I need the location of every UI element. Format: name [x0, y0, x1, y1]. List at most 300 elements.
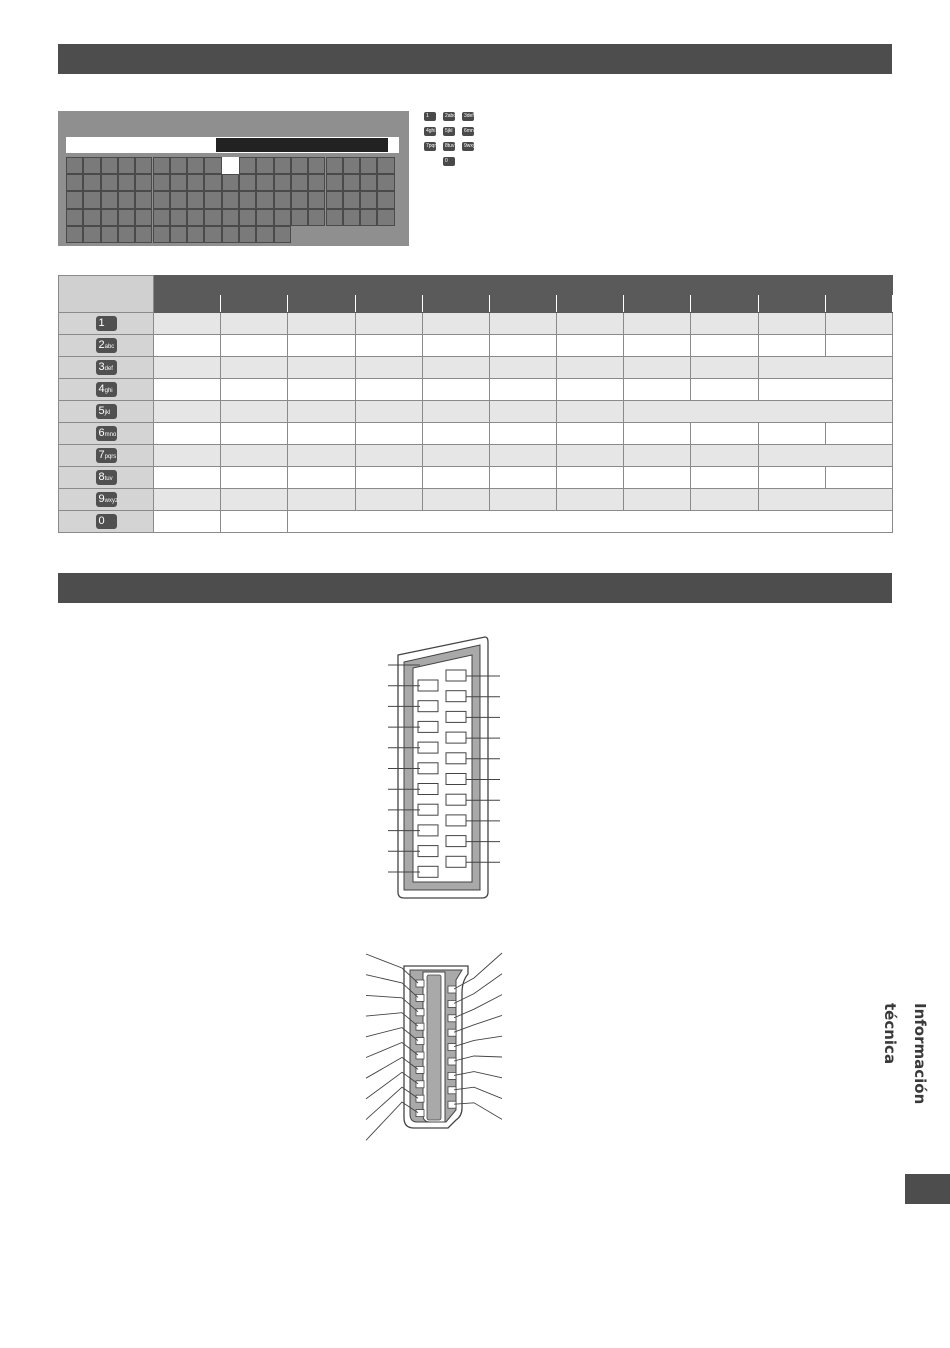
table-cell-merged	[758, 379, 892, 401]
table-cell	[221, 467, 288, 489]
keyboard-key[interactable]	[83, 191, 100, 208]
keypad-key-letters: pqrs	[104, 453, 117, 460]
table-cell	[825, 467, 892, 489]
table-cell	[355, 423, 422, 445]
keypad-key-letters: abc	[104, 343, 115, 350]
table-cell	[422, 357, 489, 379]
hdmi-pin	[416, 1052, 424, 1059]
table-cell	[624, 357, 691, 379]
keyboard-key[interactable]	[360, 191, 377, 208]
keyboard-key[interactable]	[170, 157, 187, 174]
table-cell	[355, 445, 422, 467]
table-cell	[154, 313, 221, 335]
table-cell	[557, 379, 624, 401]
table-cell	[489, 357, 556, 379]
keyboard-key[interactable]	[343, 157, 360, 174]
keypad-key-0	[443, 157, 455, 166]
keypad-key-digit: 4	[426, 128, 429, 134]
hdmi-pin	[448, 1058, 456, 1065]
keyboard-key[interactable]	[135, 226, 152, 243]
keyboard-key[interactable]	[118, 191, 135, 208]
table-cell	[288, 357, 355, 379]
table-row	[59, 423, 893, 445]
hdmi-pin	[448, 1044, 456, 1051]
keyboard-key[interactable]	[377, 157, 394, 174]
keyboard-key[interactable]	[326, 157, 343, 174]
keyboard-key[interactable]	[256, 157, 273, 174]
keypad-key-letters: abc	[447, 113, 456, 119]
keypad-key-3	[462, 112, 474, 121]
keyboard-key[interactable]	[256, 209, 273, 226]
table-cell	[691, 489, 758, 511]
keyboard-key[interactable]	[256, 191, 273, 208]
table-row-key	[59, 489, 154, 511]
table-cell	[221, 379, 288, 401]
keyboard-key[interactable]	[83, 174, 100, 191]
scart-pin	[446, 732, 466, 743]
table-cell	[557, 489, 624, 511]
table-cell	[221, 489, 288, 511]
table-cell	[221, 423, 288, 445]
keyboard-key[interactable]	[274, 226, 291, 243]
hdmi-pin	[416, 1095, 424, 1102]
table-cell	[288, 401, 355, 423]
table-cell	[422, 445, 489, 467]
table-cell	[154, 423, 221, 445]
keypad-key-letters: jkl	[104, 409, 111, 416]
table-row-key	[59, 467, 154, 489]
scart-pin	[418, 846, 438, 857]
keypad-key-digit: 6	[464, 128, 467, 134]
table-row-key	[59, 423, 154, 445]
keypad-key-digit: 5	[445, 128, 448, 134]
hdmi-pin	[416, 1023, 424, 1030]
table-cell	[154, 445, 221, 467]
table-column-header	[825, 295, 892, 313]
keyboard-key[interactable]	[170, 191, 187, 208]
keyboard-key[interactable]	[101, 191, 118, 208]
table-corner-header	[59, 276, 154, 313]
table-cell	[489, 313, 556, 335]
keyboard-key[interactable]	[204, 191, 221, 208]
hdmi-pin	[416, 994, 424, 1001]
keypad-key-digit: 9	[98, 492, 105, 505]
table-cell	[288, 489, 355, 511]
keyboard-key[interactable]	[187, 191, 204, 208]
keyboard-key[interactable]	[239, 226, 256, 243]
keyboard-key[interactable]	[239, 174, 256, 191]
keyboard-key[interactable]	[187, 157, 204, 174]
keyboard-key[interactable]	[83, 226, 100, 243]
keyboard-key[interactable]	[274, 209, 291, 226]
keyboard-key[interactable]	[118, 226, 135, 243]
keyboard-key[interactable]	[66, 209, 83, 226]
table-column-header	[691, 295, 758, 313]
keyboard-key[interactable]	[66, 174, 83, 191]
scart-pin	[418, 825, 438, 836]
keyboard-key[interactable]	[170, 174, 187, 191]
table-row	[59, 357, 893, 379]
keypad-key-digit: 3	[98, 360, 105, 373]
keypad-key-letters: tuv	[447, 143, 455, 149]
table-cell	[825, 335, 892, 357]
keyboard-key[interactable]	[222, 209, 239, 226]
keyboard-key[interactable]	[66, 191, 83, 208]
keyboard-key[interactable]	[153, 157, 170, 174]
keyboard-key[interactable]	[204, 157, 221, 174]
table-row	[59, 489, 893, 511]
keyboard-key[interactable]	[187, 209, 204, 226]
table-cell	[154, 511, 221, 533]
table-cell	[557, 401, 624, 423]
hdmi-pin	[448, 1000, 456, 1007]
keyboard-key[interactable]	[153, 226, 170, 243]
table-cell	[154, 357, 221, 379]
keyboard-key[interactable]	[153, 209, 170, 226]
keyboard-key[interactable]	[118, 174, 135, 191]
keyboard-key[interactable]	[135, 191, 152, 208]
keyboard-key[interactable]	[135, 174, 152, 191]
keyboard-key[interactable]	[308, 209, 325, 226]
table-row-key	[59, 401, 154, 423]
table-cell	[489, 467, 556, 489]
keypad-key-6	[462, 127, 477, 136]
table-cell	[355, 489, 422, 511]
keypad-key-letters: mno	[466, 128, 477, 134]
hdmi-pin	[416, 1066, 424, 1073]
table-cell	[691, 445, 758, 467]
text-input-highlight	[216, 138, 388, 152]
keyboard-key[interactable]	[222, 226, 239, 243]
keyboard-key[interactable]	[343, 191, 360, 208]
keyboard-key[interactable]	[101, 209, 118, 226]
keyboard-key[interactable]	[204, 226, 221, 243]
table-cell	[154, 335, 221, 357]
table-cell	[557, 445, 624, 467]
on-screen-keyboard	[58, 111, 409, 246]
table-cell	[624, 335, 691, 357]
hdmi-pin	[448, 1072, 456, 1079]
keypad-key-digit: 9	[464, 143, 467, 149]
table-row-key	[59, 335, 154, 357]
keyboard-key[interactable]	[274, 157, 291, 174]
keyboard-key[interactable]	[222, 174, 239, 191]
keyboard-key[interactable]	[360, 174, 377, 191]
keyboard-key[interactable]	[222, 191, 239, 208]
table-column-headers	[59, 295, 893, 313]
keypad-key-digit: 1	[98, 316, 105, 329]
table-row	[59, 401, 893, 423]
keyboard-key[interactable]	[360, 157, 377, 174]
keyboard-key[interactable]	[291, 157, 308, 174]
hdmi-pin	[416, 1081, 424, 1088]
table-cell	[624, 445, 691, 467]
table-cell	[154, 467, 221, 489]
scart-pin	[418, 804, 438, 815]
table-cell	[422, 423, 489, 445]
keypad-key-digit: 1	[426, 113, 429, 119]
keyboard-key[interactable]	[83, 157, 100, 174]
hdmi-pin	[448, 986, 456, 993]
table-cell	[288, 467, 355, 489]
keypad-key-letters: tuv	[104, 475, 113, 482]
keyboard-key[interactable]	[101, 226, 118, 243]
keyboard-key[interactable]	[291, 174, 308, 191]
table-cell	[355, 379, 422, 401]
table-cell	[422, 401, 489, 423]
table-cell	[691, 335, 758, 357]
keypad-key-8	[96, 470, 117, 485]
table-cell	[288, 445, 355, 467]
keypad-key-0	[96, 514, 117, 529]
table-column-header	[624, 295, 691, 313]
keypad-key-5	[96, 404, 117, 419]
table-cell	[221, 445, 288, 467]
keyboard-key[interactable]	[343, 209, 360, 226]
keyboard-key[interactable]	[187, 226, 204, 243]
keyboard-key[interactable]	[308, 174, 325, 191]
keyboard-key[interactable]	[308, 157, 325, 174]
table-cell	[221, 335, 288, 357]
keypad-key-digit: 8	[98, 470, 105, 483]
keyboard-key[interactable]	[101, 157, 118, 174]
keyboard-key-selected[interactable]	[222, 157, 239, 174]
table-cell-merged	[758, 445, 892, 467]
table-cell-merged	[288, 511, 893, 533]
keyboard-key[interactable]	[256, 226, 273, 243]
table-cell	[355, 467, 422, 489]
scart-pin	[418, 866, 438, 877]
keyboard-key[interactable]	[101, 174, 118, 191]
keyboard-key[interactable]	[239, 191, 256, 208]
table-column-header	[288, 295, 355, 313]
keypad-key-letters: wxyz	[104, 497, 118, 504]
table-row	[59, 379, 893, 401]
table-cell	[489, 379, 556, 401]
keypad-key-2	[443, 112, 455, 121]
table-cell	[489, 335, 556, 357]
keyboard-key[interactable]	[377, 191, 394, 208]
scart-pin	[418, 721, 438, 732]
keypad-key-letters: jkl	[447, 128, 453, 134]
table-cell	[355, 401, 422, 423]
table-row-key	[59, 313, 154, 335]
keypad-key-letters: def	[466, 113, 474, 119]
keyboard-key[interactable]	[204, 174, 221, 191]
table-column-header	[355, 295, 422, 313]
scart-pin	[446, 836, 466, 847]
keypad-key-8	[443, 142, 455, 151]
hdmi-pin	[448, 1015, 456, 1022]
keypad-key-letters: ghi	[104, 387, 113, 394]
keypad-key-digit: 2	[445, 113, 448, 119]
hdmi-pin	[416, 980, 424, 987]
table-cell	[758, 467, 825, 489]
keypad-key-1	[424, 112, 436, 121]
table-cell	[691, 313, 758, 335]
table-cell	[422, 467, 489, 489]
keyboard-key[interactable]	[326, 191, 343, 208]
section-header-bar-top	[58, 44, 892, 74]
keyboard-key[interactable]	[291, 209, 308, 226]
keyboard-key[interactable]	[326, 174, 343, 191]
keyboard-key[interactable]	[204, 209, 221, 226]
hdmi-pin	[416, 1009, 424, 1016]
table-column-header	[489, 295, 556, 313]
table-cell-merged	[758, 489, 892, 511]
side-section-label-text: Información técnica	[881, 1003, 929, 1105]
keypad-key-7	[424, 142, 439, 151]
keyboard-key[interactable]	[239, 209, 256, 226]
table-cell	[154, 489, 221, 511]
keypad-key-digit: 2	[98, 338, 105, 351]
keyboard-key[interactable]	[135, 209, 152, 226]
character-table	[58, 275, 893, 533]
table-cell	[691, 357, 758, 379]
scart-pin	[446, 856, 466, 867]
keypad-key-digit: 7	[426, 143, 429, 149]
table-cell	[758, 423, 825, 445]
table-row	[59, 511, 893, 533]
keypad-key-5	[443, 127, 455, 136]
table-cell	[288, 379, 355, 401]
keyboard-key[interactable]	[256, 174, 273, 191]
keypad-key-letters: def	[104, 365, 113, 372]
table-row-key	[59, 511, 154, 533]
table-cell-merged	[624, 401, 893, 423]
keypad-key-digit: 3	[464, 113, 467, 119]
keypad-key-4	[424, 127, 436, 136]
table-cell-merged	[758, 357, 892, 379]
table-cell	[489, 401, 556, 423]
table-cell	[422, 489, 489, 511]
table-cell	[489, 445, 556, 467]
keyboard-key[interactable]	[170, 226, 187, 243]
table-cell	[221, 401, 288, 423]
keyboard-key[interactable]	[377, 174, 394, 191]
keypad-key-digit: 4	[98, 382, 105, 395]
table-row-key	[59, 379, 154, 401]
keyboard-key[interactable]	[135, 157, 152, 174]
table-cell	[557, 335, 624, 357]
keyboard-key[interactable]	[170, 209, 187, 226]
keyboard-key[interactable]	[66, 157, 83, 174]
hdmi-pin	[448, 1087, 456, 1094]
keyboard-key[interactable]	[377, 209, 394, 226]
scart-pin	[446, 711, 466, 722]
keyboard-key[interactable]	[153, 174, 170, 191]
table-cell	[422, 335, 489, 357]
hdmi-pin	[416, 1110, 424, 1117]
scart-pin	[418, 701, 438, 712]
keyboard-key[interactable]	[187, 174, 204, 191]
hdmi-pin	[448, 1029, 456, 1036]
table-column-header	[154, 295, 221, 313]
side-section-label	[881, 1003, 935, 1163]
hdmi-connector-diagram	[362, 948, 507, 1148]
table-cell	[221, 313, 288, 335]
table-cell	[557, 423, 624, 445]
scart-pin	[418, 680, 438, 691]
keyboard-key[interactable]	[153, 191, 170, 208]
keyboard-key[interactable]	[291, 191, 308, 208]
table-row	[59, 445, 893, 467]
table-cell	[355, 357, 422, 379]
keyboard-key[interactable]	[308, 191, 325, 208]
keyboard-key[interactable]	[118, 209, 135, 226]
table-cell	[154, 379, 221, 401]
table-row	[59, 467, 893, 489]
text-input-field[interactable]	[66, 137, 399, 153]
keyboard-key[interactable]	[66, 226, 83, 243]
keypad-key-7	[96, 448, 117, 463]
table-row-key	[59, 445, 154, 467]
table-cell	[288, 335, 355, 357]
scart-pin	[418, 784, 438, 795]
keypad-key-letters: pqrs	[428, 143, 439, 149]
table-cell	[154, 401, 221, 423]
keypad-key-6	[96, 426, 117, 441]
table-cell	[624, 313, 691, 335]
table-cell	[557, 467, 624, 489]
keyboard-key[interactable]	[118, 157, 135, 174]
table-cell	[624, 467, 691, 489]
scart-pin	[446, 753, 466, 764]
scart-pin	[418, 763, 438, 774]
keypad-key-digit: 0	[98, 514, 105, 527]
keypad-key-2	[96, 338, 117, 353]
table-cell	[624, 423, 691, 445]
keyboard-key[interactable]	[343, 174, 360, 191]
table-cell	[489, 489, 556, 511]
keypad-key-letters: mno	[104, 431, 117, 438]
table-group-header	[154, 276, 893, 295]
keypad-key-letters: wxyz	[466, 143, 478, 149]
keyboard-key[interactable]	[274, 191, 291, 208]
keypad-key-letters: ghi	[428, 128, 436, 134]
table-row-key	[59, 357, 154, 379]
keypad-key-digit: 7	[98, 448, 105, 461]
keyboard-key[interactable]	[360, 209, 377, 226]
table-column-header	[758, 295, 825, 313]
keypad-key-digit: 5	[98, 404, 105, 417]
keyboard-key[interactable]	[239, 157, 256, 174]
scart-pin	[446, 815, 466, 826]
page-number-tab	[905, 1174, 950, 1204]
table-cell	[355, 335, 422, 357]
table-cell	[624, 489, 691, 511]
table-cell	[691, 423, 758, 445]
table-cell	[288, 313, 355, 335]
table-cell	[221, 357, 288, 379]
scart-pin	[446, 670, 466, 681]
keyboard-key[interactable]	[326, 209, 343, 226]
table-cell	[691, 467, 758, 489]
keypad-key-9	[96, 492, 117, 507]
scart-connector-diagram	[380, 630, 510, 905]
table-cell	[825, 313, 892, 335]
table-cell	[624, 379, 691, 401]
table-cell	[422, 379, 489, 401]
table-cell	[557, 313, 624, 335]
keyboard-key[interactable]	[274, 174, 291, 191]
section-header-bar-connectors	[58, 573, 892, 603]
scart-pin	[446, 794, 466, 805]
keyboard-key[interactable]	[83, 209, 100, 226]
table-row	[59, 335, 893, 357]
table-cell	[221, 511, 288, 533]
table-column-header	[557, 295, 624, 313]
